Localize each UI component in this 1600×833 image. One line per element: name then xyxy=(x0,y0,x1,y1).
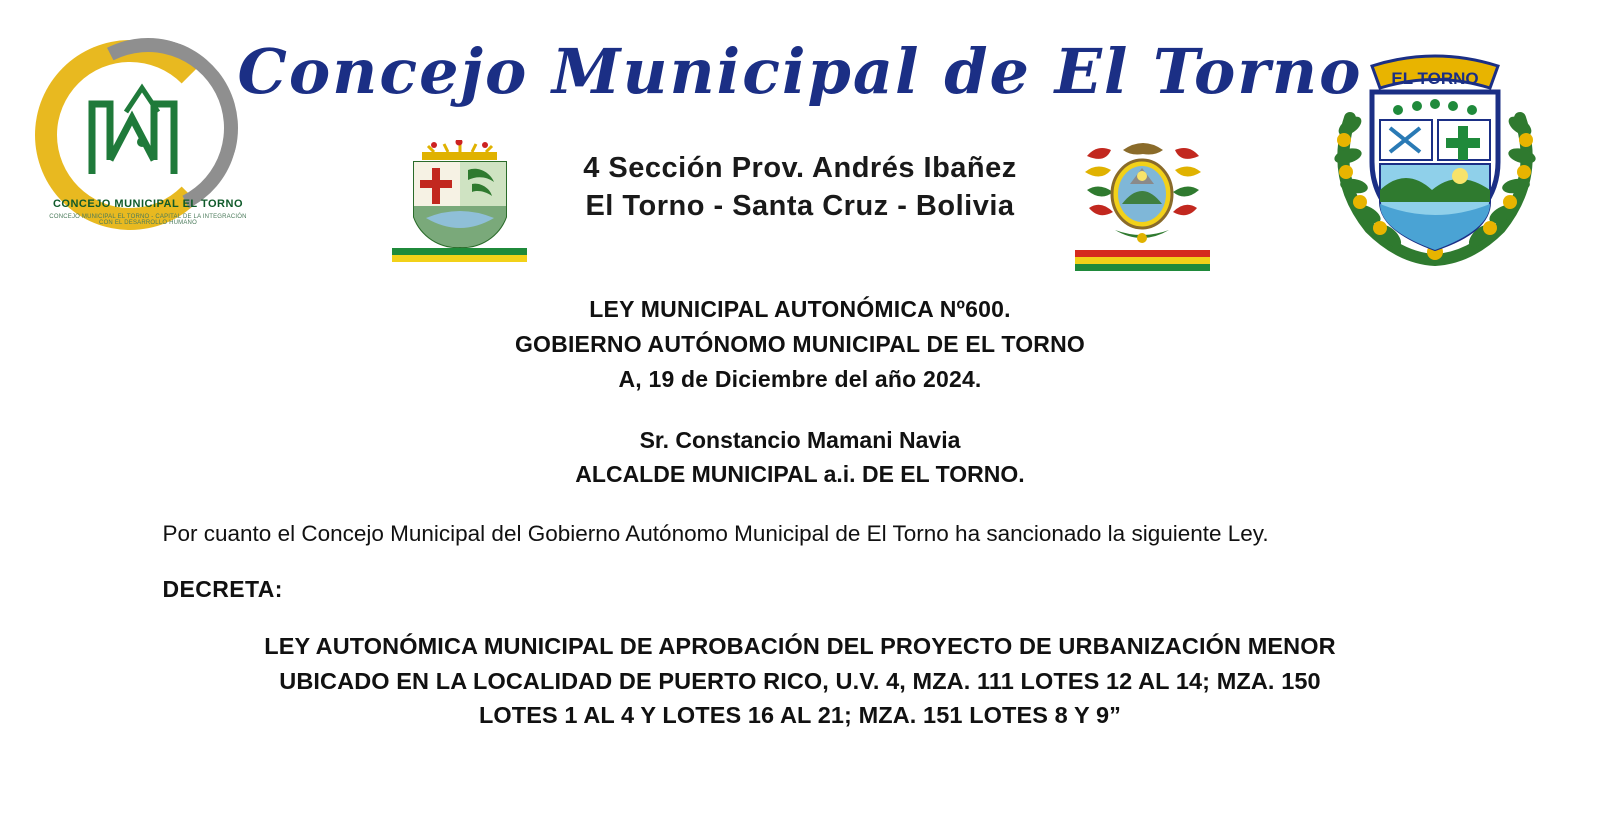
law-title-line-3: LOTES 1 AL 4 Y LOTES 16 AL 21; MZA. 151 LOTES 8 Y 9” xyxy=(478,701,1122,728)
el-torno-shield-logo xyxy=(1310,28,1560,278)
document-body xyxy=(0,292,1600,732)
law-header xyxy=(0,292,1600,397)
recipient-block xyxy=(0,423,1600,492)
flag-stripe-white xyxy=(392,262,527,269)
flag-stripe-yellow xyxy=(392,255,527,262)
spacer-1 xyxy=(0,397,1600,423)
spacer-4 xyxy=(0,603,1600,629)
page-title: Concejo Municipal de El Torno xyxy=(237,35,1363,108)
spacer-3 xyxy=(0,550,1600,576)
law-title-line-2: UBICADO EN LA LOCALIDAD DE PUERTO RICO, U.V. 4, MZA. 111 LOTES 12 AL 14; MZA. 150 xyxy=(279,667,1321,694)
recipient-name: Sr. Constancio Mamani Navia xyxy=(639,426,961,453)
santa-cruz-flag-bar xyxy=(392,248,527,270)
shield-banner-text: EL TORNO xyxy=(1391,69,1479,88)
law-title-block xyxy=(150,629,1450,731)
logo-monogram-icon xyxy=(82,82,202,182)
header-subtitle xyxy=(520,150,1080,225)
bolivia-flag-bar xyxy=(1075,250,1210,272)
law-title-line-1: LEY AUTONÓMICA MUNICIPAL DE APROBACIÓN DEL PROYECTO DE URBANIZACIÓN MENOR xyxy=(264,633,1336,660)
subtitle-line-2: El Torno - Santa Cruz - Bolivia xyxy=(585,189,1015,222)
spacer-2 xyxy=(0,492,1600,518)
government-name: GOBIERNO AUTÓNOMO MUNICIPAL DE EL TORNO xyxy=(514,330,1086,357)
flag-stripe-green xyxy=(392,248,527,255)
flag-stripe-green-2 xyxy=(1075,264,1210,271)
intro-paragraph: Por cuanto el Concejo Municipal del Gobierno Autónomo Municipal de El Torno ha sancionado la siguiente Ley. xyxy=(162,520,1269,546)
logo-subcaption: CONCEJO MUNICIPAL EL TORNO - CAPITAL DE LA INTEGRACIÓN CON EL DESARROLLO HUMANO xyxy=(49,214,247,226)
logo-caption: CONCEJO MUNICIPAL EL TORNO xyxy=(52,198,244,210)
law-date: A, 19 de Diciembre del año 2024. xyxy=(618,365,982,392)
recipient-title: ALCALDE MUNICIPAL a.i. DE EL TORNO. xyxy=(575,461,1025,488)
decreta-label: DECRETA: xyxy=(162,576,283,603)
subtitle-line-1: 4 Sección Prov. Andrés Ibañez xyxy=(583,152,1017,184)
law-number: LEY MUNICIPAL AUTONÓMICA Nº600. xyxy=(589,296,1011,322)
flag-stripe-yellow-2 xyxy=(1075,257,1210,264)
flag-stripe-red xyxy=(1075,250,1210,257)
document-header xyxy=(0,0,1600,290)
